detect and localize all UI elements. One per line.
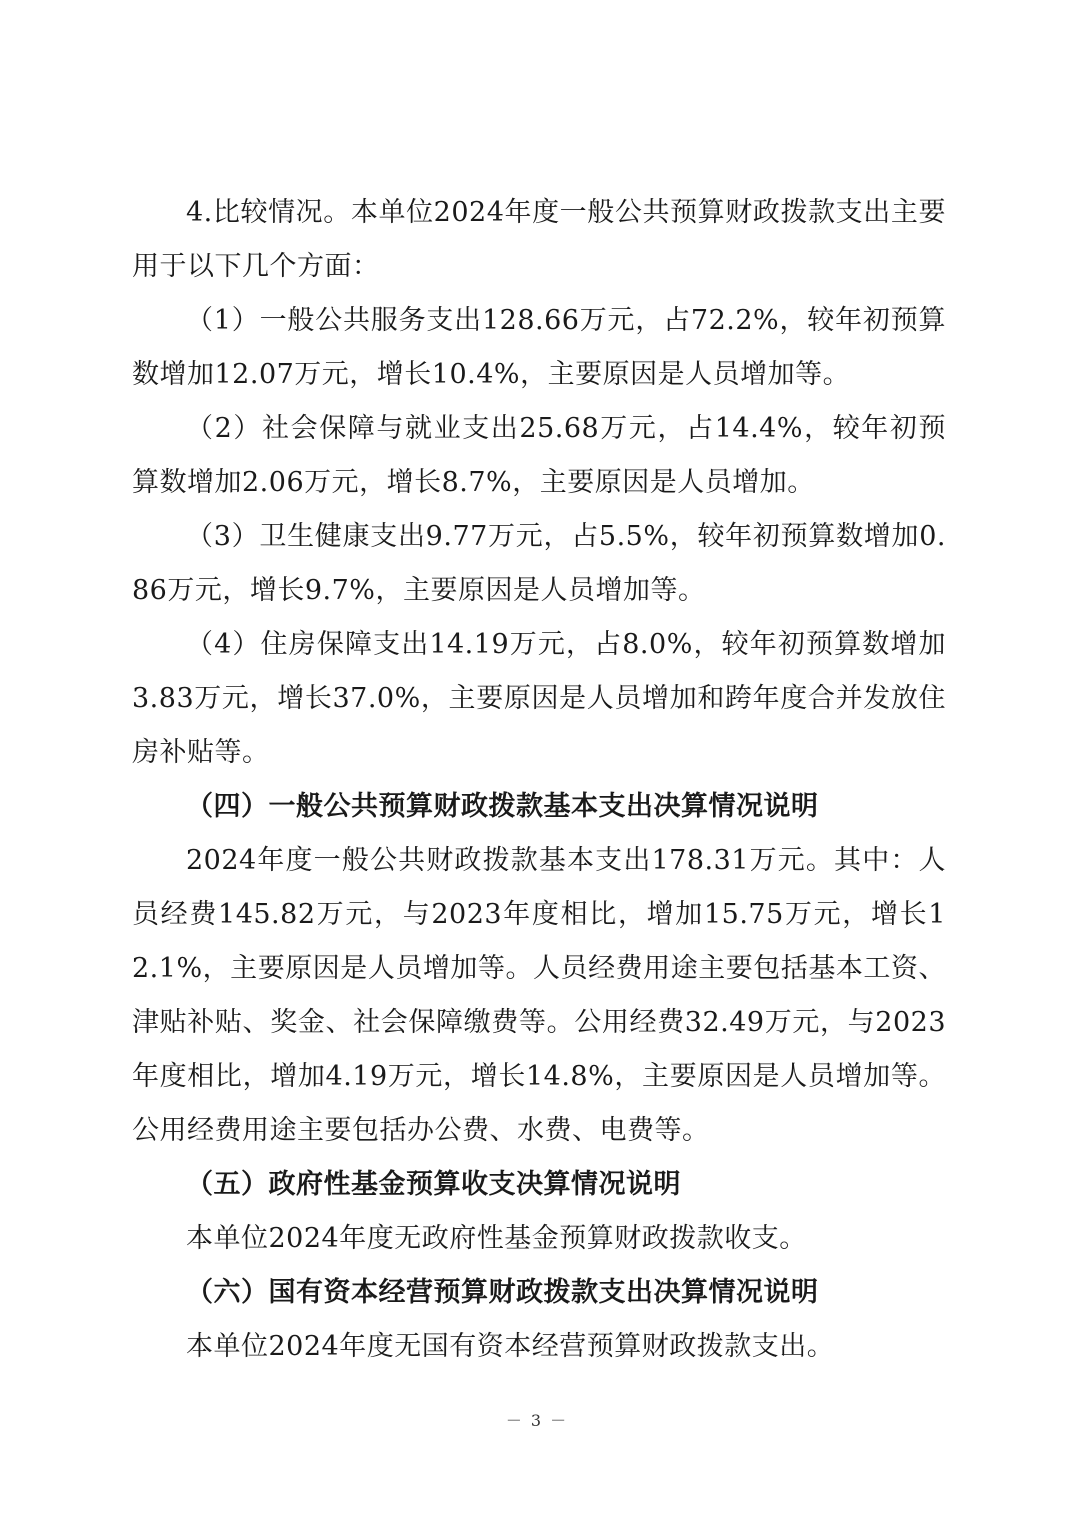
section-heading-5: （五）政府性基金预算收支决算情况说明: [186, 1169, 681, 1200]
section-heading-4: （四）一般公共预算财政拨款基本支出决算情况说明: [186, 791, 819, 822]
paragraph-item-3-health: （3）卫生健康支出9.77万元，占5.5%，较年初预算数增加0.86万元，增长9.7%，主要原因是人员增加等。: [132, 521, 946, 606]
paragraph-item-1-general-public-services: （1）一般公共服务支出128.66万元，占72.2%，较年初预算数增加12.07万元，增长10.4%，主要原因是人员增加等。: [132, 305, 946, 390]
paragraph-comparison-intro: 4.比较情况。本单位2024年度一般公共预算财政拨款支出主要用于以下几个方面：: [132, 197, 946, 282]
section-heading-6: （六）国有资本经营预算财政拨款支出决算情况说明: [186, 1277, 819, 1308]
paragraph-basic-expenditure: 2024年度一般公共财政拨款基本支出178.31万元。其中：人员经费145.82万元，与2023年度相比，增加15.75万元，增长12.1%，主要原因是人员增加等。人员经费用途主要包括基本工资、津贴补贴、奖金、社会保障缴费等。公用经费32.49万元，与2023年度相比，增加4.19万元，增长14.8%，主要原因是人员增加等。公用经费用途主要包括办公费、水费、电费等。: [132, 845, 946, 1146]
paragraph-government-fund: 本单位2024年度无政府性基金预算财政拨款收支。: [186, 1223, 807, 1254]
document-body: [132, 186, 946, 1374]
paragraph-item-2-social-security: （2）社会保障与就业支出25.68万元，占14.4%，较年初预算数增加2.06万元，增长8.7%，主要原因是人员增加。: [132, 413, 946, 498]
page-number: － 3 －: [505, 1411, 569, 1430]
paragraph-state-capital: 本单位2024年度无国有资本经营预算财政拨款支出。: [186, 1331, 835, 1362]
paragraph-item-4-housing: （4）住房保障支出14.19万元，占8.0%，较年初预算数增加3.83万元，增长37.0%，主要原因是人员增加和跨年度合并发放住房补贴等。: [132, 629, 946, 768]
